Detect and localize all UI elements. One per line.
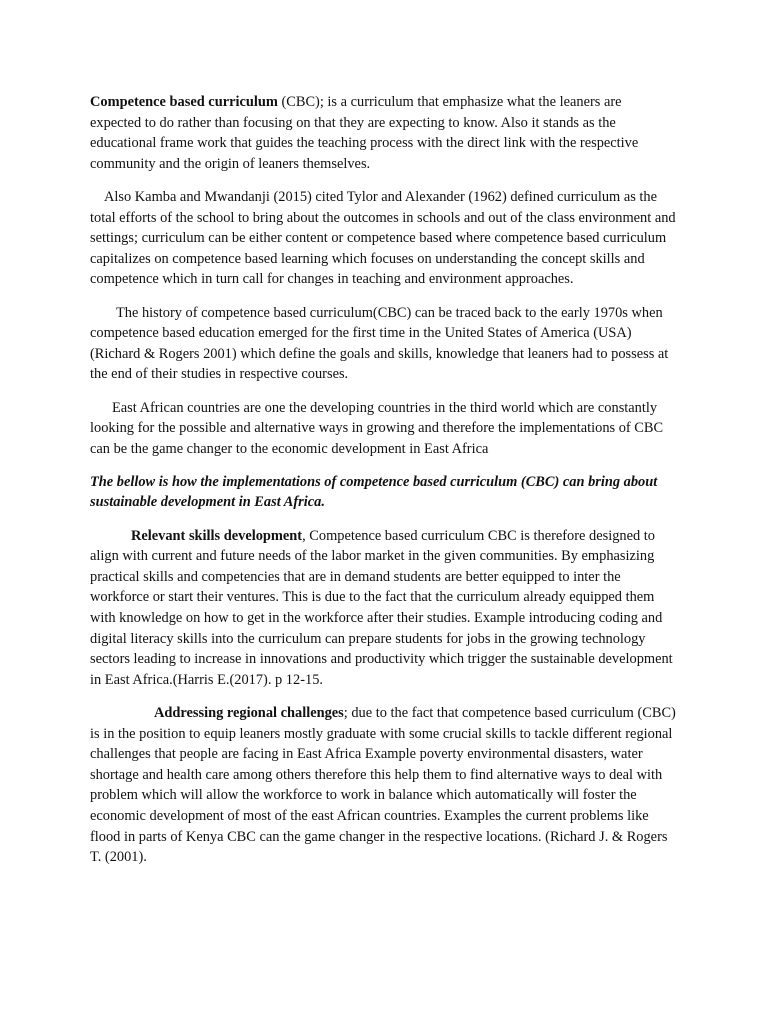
paragraph-kamba-mwandanji: Also Kamba and Mwandanji (2015) cited Tylor and Alexander (1962) defined curriculum as the total efforts of the school to bring about the outcomes in schools and out of the class environment and settings; curriculum can be either content or competence based where competence based curriculum capitalizes on competence based learning which focuses on understanding the concept skills and competence which in turn call for changes in teaching and environment approaches. [90, 188, 676, 288]
document-page [90, 92, 676, 880]
section-heading: The bellow is how the implementations of competence based curriculum (CBC) can bring about sustainable development in East Africa. [90, 473, 658, 511]
paragraph-relevant-skills [90, 526, 676, 691]
term-addressing-regional-challenges: Addressing regional challenges [154, 705, 344, 721]
paragraph-history: The history of competence based curriculum(CBC) can be traced back to the early 1970s when competence based education emerged for the first time in the United States of America (USA)(Richard & Rogers 2001) which define the goals and skills, knowledge that leaners had to possess at the end of their studies in respective courses. [90, 304, 669, 383]
regional-challenges-text: ; due to the fact that competence based curriculum (CBC) is in the position to equip leaners mostly graduate with some crucial skills to tackle different regional challenges that people are facing in East Africa Example poverty environmental disasters, water shortage and health care among others therefore this help them to find alternative ways to deal with problem which will allow the workforce to work in balance which automatically will foster the economic development of most of the east African countries. Examples the current problems like flood in parts of Kenya CBC can the game changer in the respective locations. (Richard J. & Rogers T. (2001). [90, 705, 676, 866]
paragraph-regional-challenges [90, 703, 676, 868]
term-competence-based-curriculum: Competence based curriculum [90, 94, 278, 110]
paragraph-definition [90, 92, 676, 174]
paragraph-east-africa: East African countries are one the developing countries in the third world which are constantly looking for the possible and alternative ways in growing and therefore the implementations of CBC can be the game changer to the economic development in East Africa [90, 399, 664, 457]
definition-text: (CBC); is a curriculum that emphasize what the leaners are expected to do rather than focusing on that they are expecting to know. Also it stands as the educational frame work that guides the teaching process with the direct link with the respective community and the origin of leaners themselves. [90, 94, 639, 172]
term-relevant-skills-development: Relevant skills development [131, 527, 303, 544]
relevant-skills-text: , Competence based curriculum CBC is therefore designed to align with current and future needs of the labor market in the given communities. By emphasizing practical skills and competencies that are in demand students are better equipped to inter the workforce or start their ventures. This is due to the fact that the curriculum already equipped them with knowledge on how to get in the workforce after their studies. Example introducing coding and digital literacy skills into the curriculum can prepare students for jobs in the growing technology sectors leading to increase in innovations and productivity which trigger the sustainable development in East Africa.(Harris E.(2017). p 12-15. [90, 527, 673, 688]
